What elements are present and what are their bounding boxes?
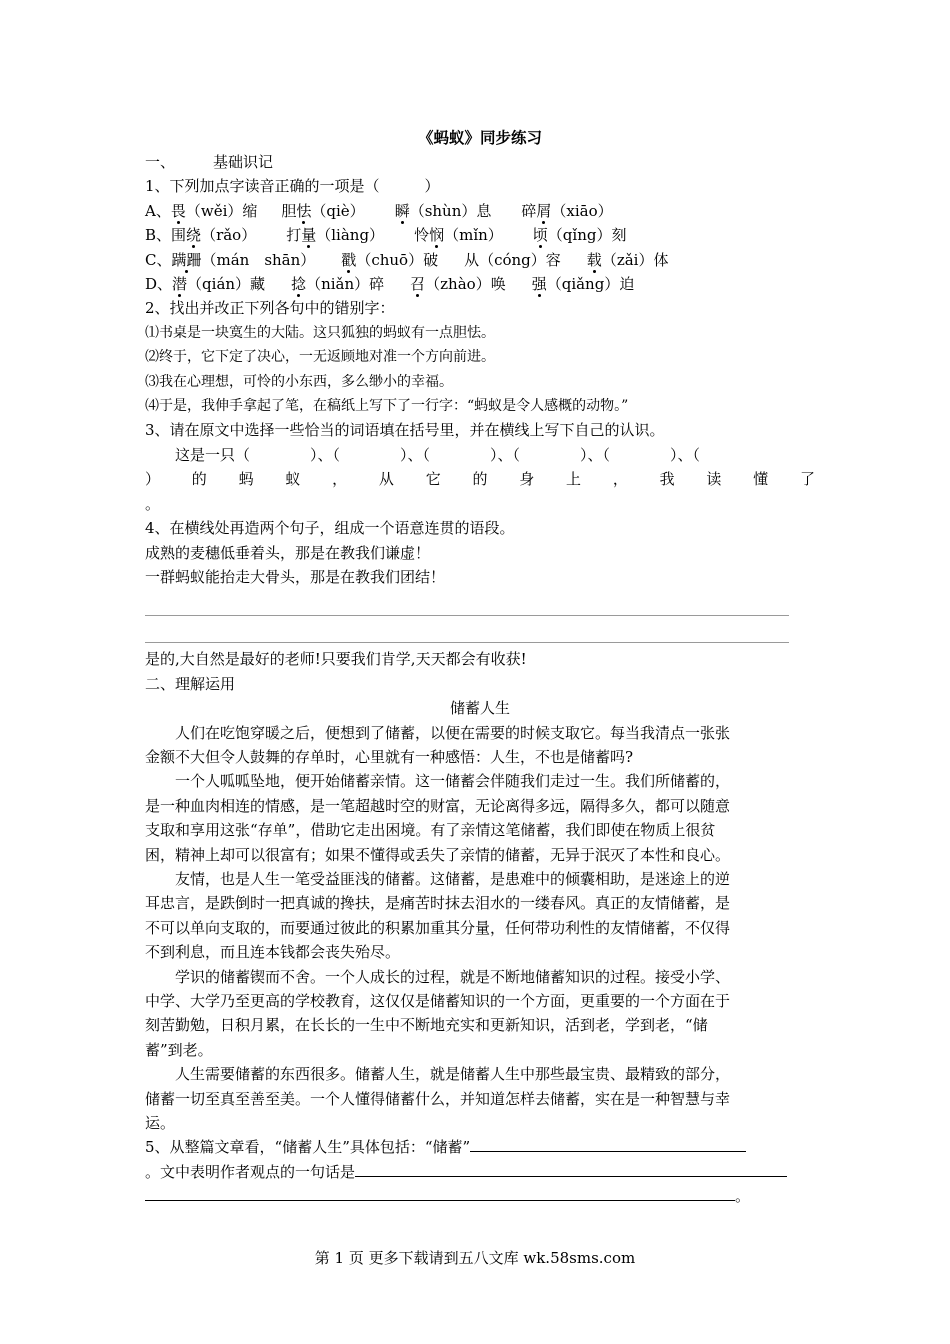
question-2-sentence-1: ⑴书桌是一块寞生的大陆。这只狐独的蚂蚁有一点胆怯。 — [145, 324, 495, 341]
spread-char: 从 — [378, 470, 394, 489]
dotted-char: 瞬 — [394, 201, 410, 220]
spread-char: 身 — [519, 470, 535, 489]
essay-line: 不可以单向支取的，而要通过彼此的积累加重其分量，任何带功利性的友情储蓄，不仅得 — [145, 918, 731, 937]
dotted-char: 戳 — [341, 250, 357, 269]
option-label: B、 — [145, 226, 172, 245]
page-footer: 第 1 页 更多下载请到五八文库 wk.58sms.com — [314, 1249, 636, 1267]
answer-blank-line[interactable] — [145, 589, 789, 616]
document-page — [145, 126, 815, 1209]
option-word: 打 — [286, 226, 302, 245]
question-5-text: 5、从整篇文章看，“储蓄人生”具体包括：“储蓄” — [145, 1138, 471, 1157]
dotted-char: 蹒跚 — [171, 250, 202, 269]
dotted-char: 召 — [410, 275, 426, 294]
spread-char: 了 — [799, 470, 815, 489]
pinyin: （qián）藏 — [187, 275, 266, 294]
dotted-char: 悯 — [429, 226, 445, 245]
page-title: 《蚂蚁》同步练习 — [417, 128, 542, 147]
spread-char: 蚂 — [238, 470, 254, 489]
essay-line: 运。 — [145, 1114, 176, 1133]
pinyin: （cóng）容 — [479, 250, 561, 269]
section-2-heading: 二、理解运用 — [145, 674, 236, 693]
pinyin: （rǎo） — [201, 226, 257, 245]
option-word: 围 — [171, 226, 187, 245]
option-a — [145, 199, 815, 223]
dotted-char: 量 — [301, 226, 317, 245]
section-1-heading — [145, 150, 815, 174]
pinyin: （mán shān） — [201, 250, 316, 269]
essay-line: 人生需要储蓄的东西很多。储蓄人生，就是储蓄人生中那些最宝贵、最精致的部分， — [175, 1065, 731, 1084]
pinyin: （chuō）破 — [356, 250, 439, 269]
pinyin: （wěi）缩 — [185, 201, 258, 220]
essay-paragraph-1 — [145, 721, 815, 770]
option-label: D、 — [145, 275, 173, 294]
pinyin: （niǎn）碎 — [306, 275, 385, 294]
option-d — [145, 272, 815, 296]
answer-blank[interactable] — [145, 1186, 735, 1201]
pinyin: （liàng） — [316, 226, 385, 245]
question-5-line-1 — [145, 1135, 815, 1159]
question-2-sentence-3: ⑶我在心理想，可怜的小东西，多么缈小的幸福。 — [145, 373, 453, 390]
section-heading-text: 基础识记 — [213, 153, 274, 171]
section-number: 一、 — [145, 153, 176, 171]
question-4-line-2: 一群蚂蚁能抬走大骨头，那是在教我们团结！ — [145, 567, 446, 586]
question-3-end: 。 — [145, 494, 161, 513]
spread-char: 蚁 — [285, 470, 301, 489]
dotted-char: 潜 — [172, 275, 188, 294]
spread-char: ， — [612, 470, 628, 489]
spread-char: 的 — [472, 470, 488, 489]
pinyin: （zǎi）体 — [601, 250, 669, 269]
essay-line: 储蓄一切至真至善至美。一个人懂得储蓄什么，并知道怎样去储蓄，实在是一种智慧与幸 — [145, 1089, 731, 1108]
essay-line: 刻苦勤勉，日积月累，在长长的一生中不断地充实和更新知识，活到老，学到老，“储 — [145, 1016, 708, 1035]
dotted-char: 怯 — [296, 201, 312, 220]
option-b — [145, 223, 815, 247]
spread-char: ， — [332, 470, 348, 489]
dotted-char: 强 — [531, 275, 547, 294]
essay-paragraph-2 — [145, 769, 815, 867]
option-word: 从 — [464, 250, 480, 269]
option-word: 碎 — [521, 201, 537, 220]
option-label: C、 — [145, 250, 172, 269]
option-label: A、 — [145, 201, 171, 220]
question-5-line-3 — [145, 1184, 815, 1208]
question-4-line-1: 成熟的麦穗低垂着头，那是在教我们谦虚！ — [145, 543, 431, 562]
question-3-spread-line — [145, 467, 815, 491]
essay-line: 不到利息，而且连本钱都会丧失殆尽。 — [145, 943, 401, 962]
essay-line: 学识的储蓄锲而不舍。一个人成长的过程，就是不断地储蓄知识的过程。接受小学、 — [175, 967, 731, 986]
pinyin: （shùn）息 — [409, 201, 492, 220]
essay-line: 人们在吃饱穿暖之后，便想到了储蓄，以便在需要的时候支取它。每当我清点一张张 — [175, 723, 731, 742]
essay-line: 是一种血肉相连的情感，是一笔超越时空的财富，无论离得多远，隔得多久，都可以随意 — [145, 796, 731, 815]
answer-blank[interactable] — [470, 1137, 746, 1152]
answer-blank[interactable] — [355, 1162, 787, 1177]
pinyin: （qǐng）刻 — [547, 226, 627, 245]
dotted-char: 绕 — [186, 226, 202, 245]
essay-line: 耳忠言，是跌倒时一把真诚的搀扶，是痛苦时抹去泪水的一缕春风。真正的友情储蓄，是 — [145, 894, 731, 913]
essay-title: 储蓄人生 — [449, 699, 510, 718]
essay-paragraph-4 — [145, 965, 815, 1063]
essay-line: 中学、大学乃至更高的学校教育，这仅仅是储蓄知识的一个方面，更重要的一个方面在于 — [145, 992, 731, 1010]
essay-paragraph-5 — [145, 1062, 815, 1135]
essay-line: 支取和享用这张“存单”，借助它走出困境。有了亲情这笔储蓄，我们即使在物质上很贫 — [145, 821, 716, 840]
dotted-char: 屑 — [536, 201, 552, 220]
spread-char: ） — [145, 470, 161, 489]
essay-paragraph-3 — [145, 867, 815, 965]
question-4-stem: 4、在横线处再造两个句子，组成一个语意连贯的语段。 — [145, 519, 515, 538]
question-5-text: 。文中表明作者观点的一句话是 — [145, 1162, 356, 1181]
spread-char: 我 — [659, 470, 675, 489]
option-word: 胆 — [281, 201, 297, 220]
dotted-char: 顷 — [532, 226, 548, 245]
question-5-text: 。 — [735, 1187, 751, 1206]
dotted-char: 捻 — [291, 275, 307, 294]
pinyin: （mǐn） — [444, 226, 503, 245]
question-1-stem: 1、下列加点字读音正确的一项是（ ） — [145, 177, 440, 196]
spread-char: 的 — [191, 470, 207, 489]
question-2-stem: 2、找出并改正下列各句中的错别字： — [145, 299, 395, 318]
question-2-sentence-4: ⑷于是，我伸手拿起了笔，在稿纸上写下了一行字：“蚂蚁是令人感概的动物。” — [145, 398, 629, 415]
question-4-end: 是的,大自然是最好的老师!只要我们肯学,天天都会有收获! — [145, 650, 527, 669]
option-word: 怜 — [414, 226, 430, 245]
essay-line: 困，精神上却可以很富有；如果不懂得或丢失了亲情的储蓄，无异于泯灭了本性和良心。 — [145, 845, 731, 864]
essay-line: 友情，也是人生一笔受益匪浅的储蓄。这储蓄，是患难中的倾囊相助，是迷途上的逆 — [175, 869, 731, 888]
essay-line: 一个人呱呱坠地，便开始储蓄亲情。这一储蓄会伴随我们走过一生。我们所储蓄的， — [175, 772, 731, 791]
spread-char: 上 — [566, 470, 582, 489]
dotted-char: 载 — [586, 250, 602, 269]
question-2-sentence-2: ⑵终于，它下定了决心，一无返顾地对准一个方向前进。 — [145, 349, 495, 366]
dotted-char: 畏 — [170, 201, 186, 220]
essay-line: 金额不大但令人鼓舞的存单时，心里就有一种感悟：人生，不也是储蓄吗? — [145, 747, 634, 766]
spread-char: 懂 — [753, 470, 769, 489]
question-3-stem: 3、请在原文中选择一些恰当的词语填在括号里，并在横线上写下自己的认识。 — [145, 421, 665, 440]
answer-blank-line[interactable] — [145, 616, 789, 643]
pinyin: （xiāo） — [551, 201, 613, 220]
question-5-line-2 — [145, 1160, 815, 1184]
pinyin: （zhào）唤 — [425, 275, 506, 294]
spread-char: 它 — [425, 470, 441, 489]
question-3-fill-line: 这是一只（ ）、（ ）、（ ）、（ ）、（ ）、（ — [175, 445, 701, 464]
pinyin: （qiè） — [311, 201, 365, 220]
pinyin: （qiǎng）迫 — [546, 275, 635, 294]
essay-line: 蓄”到老。 — [145, 1040, 213, 1059]
spread-char: 读 — [706, 470, 722, 489]
option-c — [145, 248, 815, 272]
